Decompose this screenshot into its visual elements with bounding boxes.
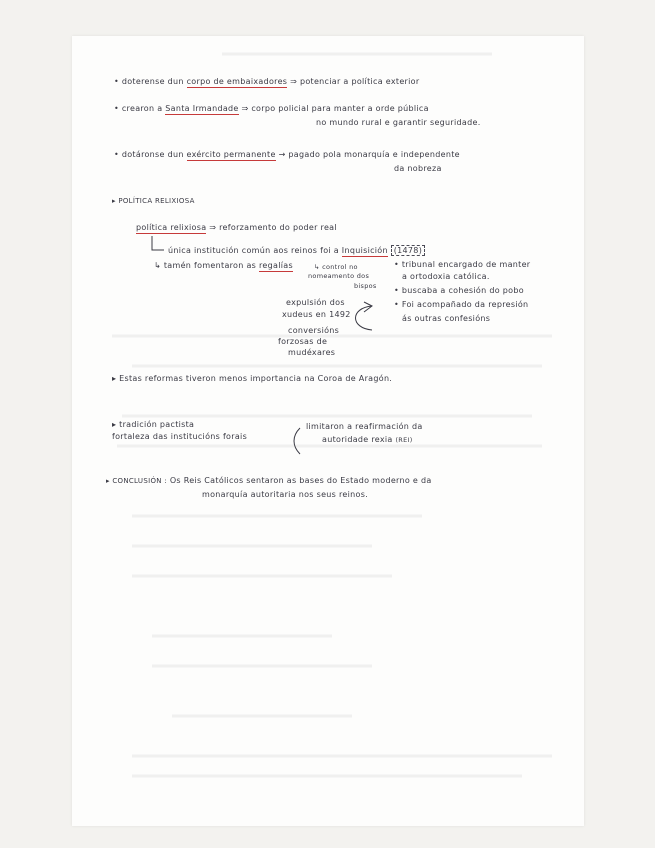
sidenote-line3: bispos bbox=[354, 282, 377, 290]
section-heading-religious-policy: ▸ POLÍTICA RELIXIOSA bbox=[112, 197, 195, 205]
line6-term: regalías bbox=[258, 261, 293, 270]
expulsion-line1: expulsión dos bbox=[286, 298, 345, 307]
line3-term: exército permanente bbox=[186, 150, 276, 159]
note-line-inquisition bbox=[168, 246, 425, 256]
note-line-pactism: ▸ tradición pactista bbox=[112, 420, 195, 429]
note-line-regalias bbox=[154, 261, 293, 271]
inq-point-3b: ás outras confesións bbox=[402, 314, 491, 323]
expulsion-line2: xudeus en 1492 bbox=[282, 310, 351, 319]
note-line-limited-authority: limitaron a reafirmación da bbox=[306, 422, 423, 431]
inq-point-1b: a ortodoxia católica. bbox=[402, 272, 490, 281]
line4-result: ⇒ reforzamento do poder real bbox=[209, 223, 337, 232]
conclusion-label: ▸ CONCLUSIÓN : bbox=[106, 477, 167, 485]
note-line-foral-institutions: fortaleza das institucións forais bbox=[112, 432, 248, 441]
line6-prefix: ↳ tamén fomentaron as bbox=[154, 261, 257, 270]
line3-prefix: • dotáronse dun bbox=[114, 150, 184, 159]
line8-authority: autoridade rexia bbox=[322, 435, 393, 444]
conversion-line2: forzosas de bbox=[278, 337, 328, 346]
conclusion-text: Os Reis Católicos sentaron as bases do Estado moderno e da bbox=[169, 476, 432, 485]
line2-result: ⇒ corpo policial para manter a orde pública bbox=[241, 104, 429, 113]
line2-continuation: no mundo rural e garantir seguridade. bbox=[316, 118, 481, 127]
sidenote-line1: ↳ control no bbox=[314, 263, 358, 271]
line3-continuation: da nobreza bbox=[394, 164, 442, 173]
conclusion-continuation: monarquía autoritaria nos seus reinos. bbox=[202, 490, 369, 499]
conclusion-line bbox=[106, 476, 432, 486]
line1-prefix: • doterense dun bbox=[114, 77, 184, 86]
line8-continuation bbox=[322, 435, 413, 445]
inq-point-1: • tribunal encargado de manter bbox=[394, 260, 531, 269]
sidenote-line2: nomeamento dos bbox=[308, 272, 370, 280]
line2-term: Santa Irmandade bbox=[165, 104, 239, 113]
inq-point-2: • buscaba a cohesión do pobo bbox=[394, 286, 524, 295]
line5-year: (1478) bbox=[391, 245, 425, 256]
line8-note: (REI) bbox=[395, 436, 413, 444]
line2-prefix: • crearon a bbox=[114, 104, 163, 113]
line5-term: Inquisición bbox=[341, 246, 388, 255]
line1-result: ⇒ potenciar a política exterior bbox=[290, 77, 420, 86]
note-line-aragon: ▸ Estas reformas tiveron menos importancia na Coroa de Aragón. bbox=[112, 374, 393, 383]
conversion-line3: mudéxares bbox=[288, 348, 336, 357]
line4-term: política relixiosa bbox=[136, 223, 207, 232]
line3-result: → pagado pola monarquía e independente bbox=[278, 150, 460, 159]
line5-prefix: única institución común aos reinos foi a bbox=[168, 246, 339, 255]
conversion-line1: conversións bbox=[288, 326, 340, 335]
inq-point-3: • Foi acompañado da represión bbox=[394, 300, 529, 309]
notebook-page bbox=[72, 36, 584, 826]
line1-term: corpo de embaixadores bbox=[186, 77, 288, 86]
